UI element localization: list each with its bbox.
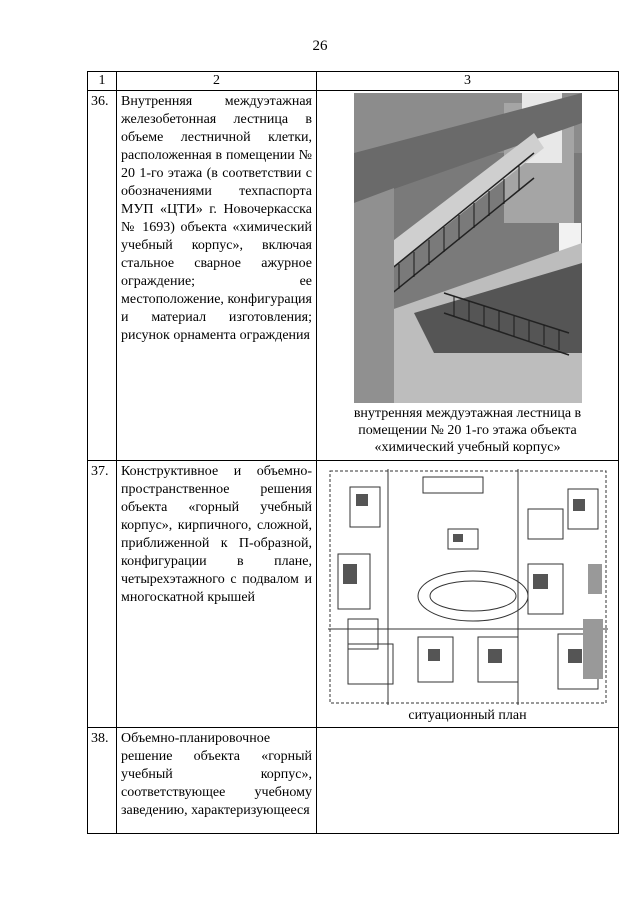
row-illustration-cell [317,91,619,461]
row-illustration-cell [317,461,619,728]
table-row [88,461,619,728]
header-col-2: 2 [117,72,317,91]
row-illustration-cell [317,728,619,834]
row-description: Объемно-планировочное решение объекта «горный учебный корпус», соответствующее учебному заведению, характеризующееся [117,728,317,834]
row-description: Конструктивное и объемно-пространственное решения объекта «горный учебный корпус», кирпичного, сложной, приближенной к П-образной, конфигурации в плане, четырехэтажного с подвалом и многоскатной крышей [117,461,317,728]
row-number: 37. [88,461,117,728]
site-plan-drawing [328,469,608,705]
plan-caption: ситуационный план [408,708,527,723]
header-col-3: 3 [317,72,619,91]
document-table [87,71,619,834]
staircase-photo [354,93,582,403]
table-header-row [88,72,619,91]
table-row [88,91,619,461]
row-number: 38. [88,728,117,834]
header-col-1: 1 [88,72,117,91]
row-description: Внутренняя междуэтажная железобетонная лестница в объеме лестничной клетки, расположенная в помещении № 20 1-го этажа (в соответствии с обозначениями техпаспорта МУП «ЦТИ» г. Новочеркасска № 1693) объекта «химический учебный корпус», включая стальное сварное ажурное ограждение; ее местоположение, конфигурация и материал изготовления; рисунок орнамента ограждения [117,91,317,461]
page-number: 26 [312,38,328,54]
row-number: 36. [88,91,117,461]
photo-caption: внутренняя междуэтажная лестница в помещении № 20 1-го этажа объекта «химический учебный корпус» [353,406,582,455]
table-row [88,728,619,834]
